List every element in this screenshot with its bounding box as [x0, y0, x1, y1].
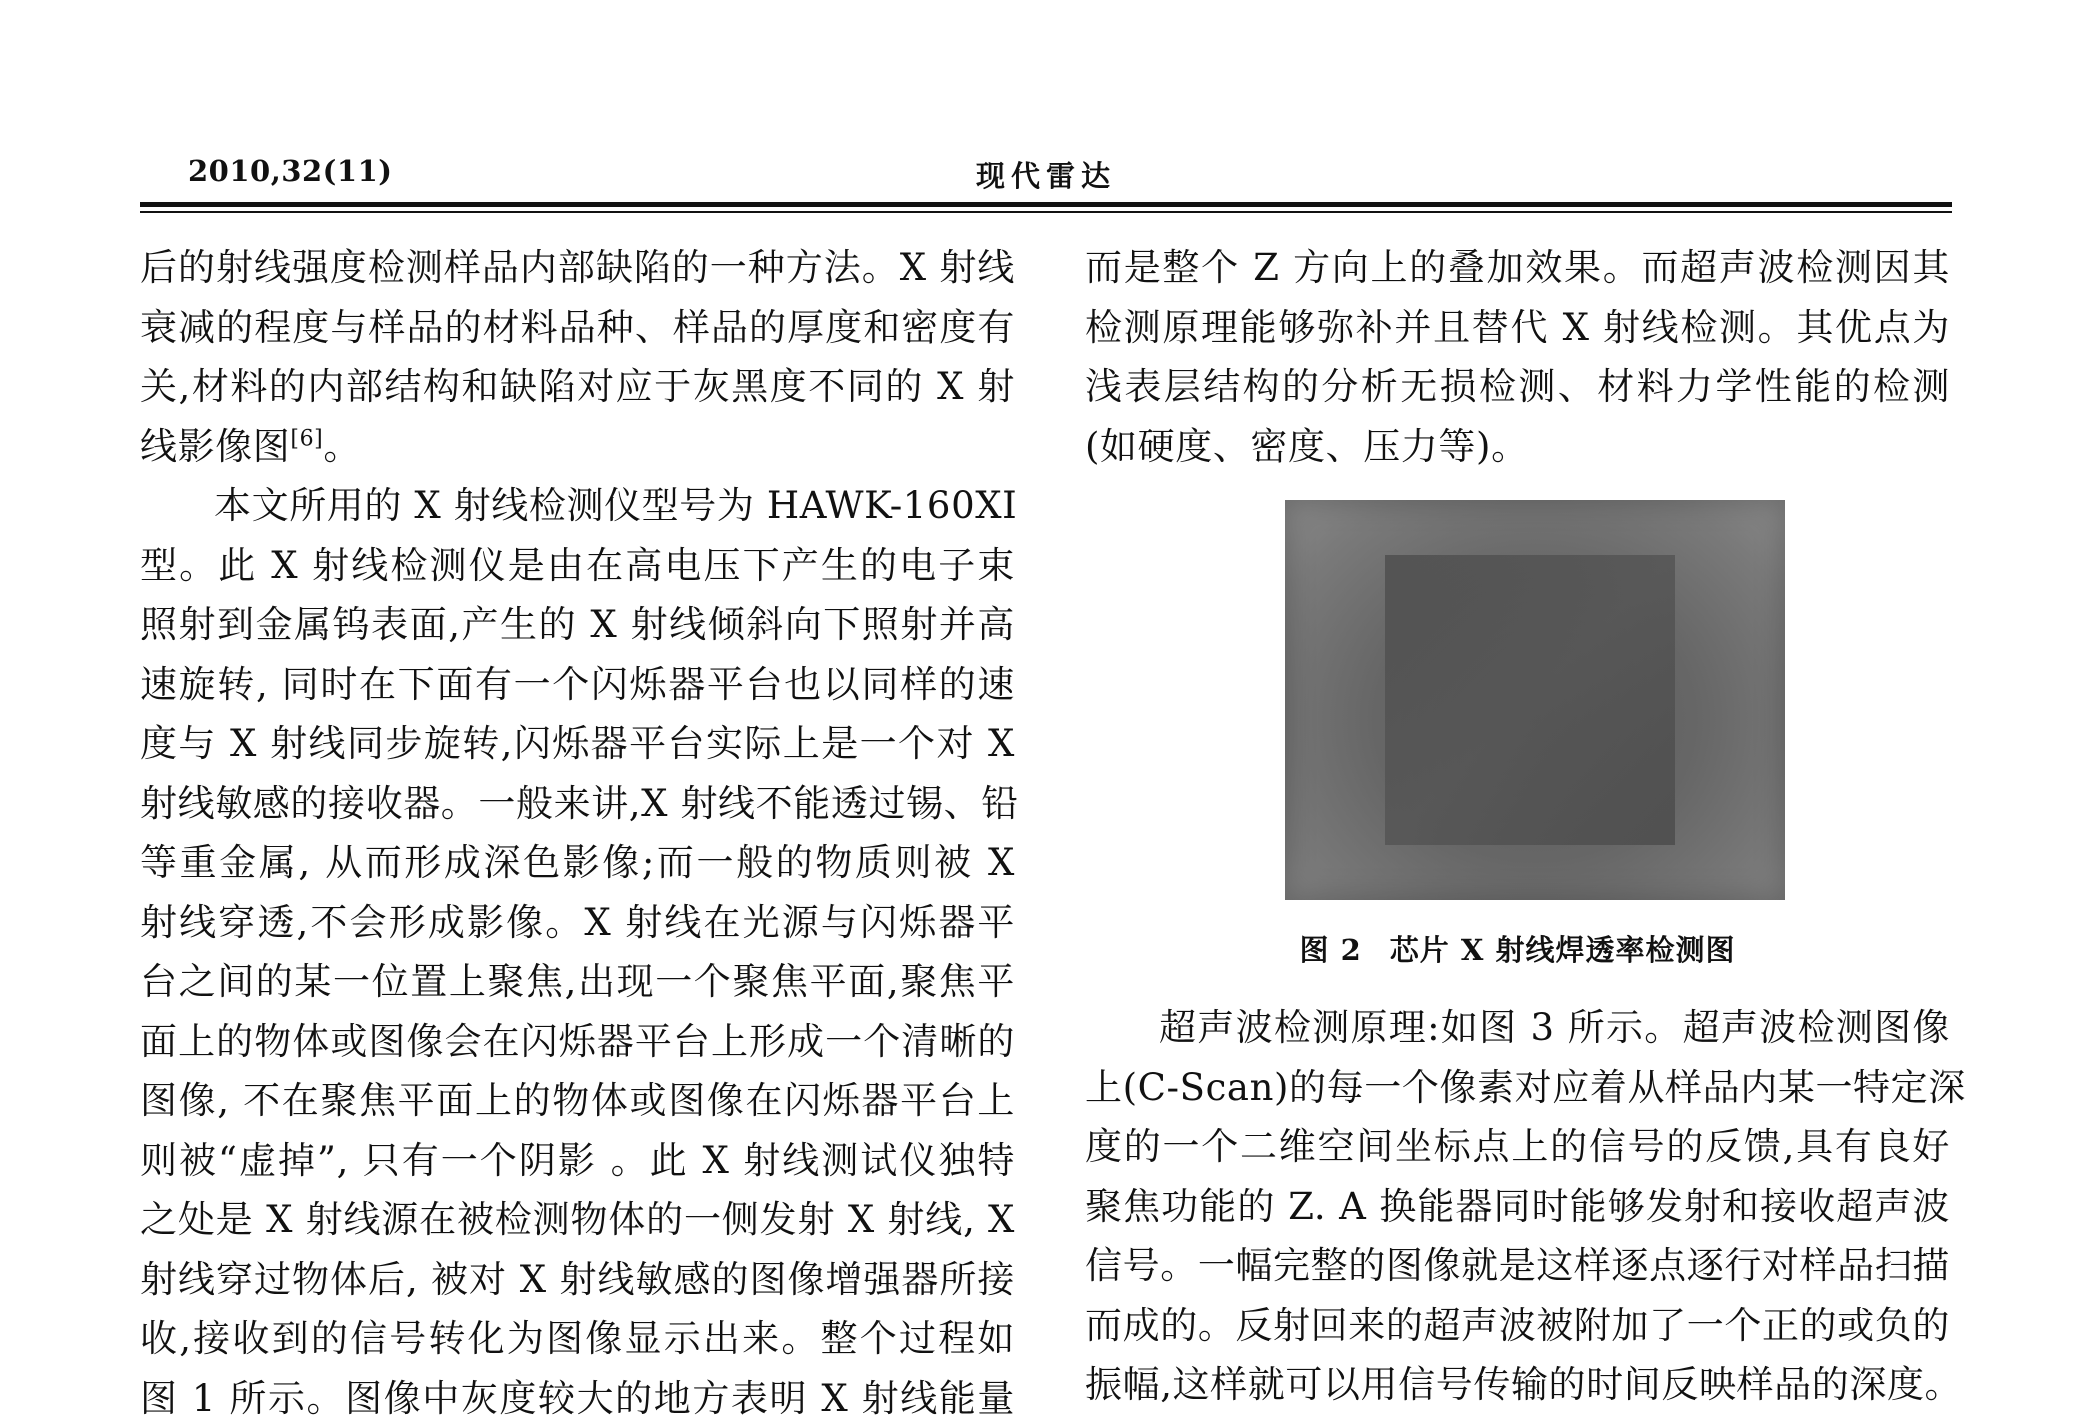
text-line: 浅表层结构的分析无损检测、材料力学性能的检测: [1085, 357, 1950, 417]
text-line: 台之间的某一位置上聚焦,出现一个聚焦平面,聚焦平: [140, 952, 1015, 1012]
citation-ref: [6]: [290, 426, 323, 451]
figure-caption-text: 芯片 X 射线焊透率检测图: [1390, 933, 1736, 967]
journal-title: 现代雷达: [140, 154, 1952, 195]
text-line: 等重金属, 从而形成深色影像;而一般的物质则被 X: [140, 833, 1015, 893]
text-line-with-citation: [140, 417, 1015, 477]
text-line: 线影像图: [140, 425, 290, 468]
text-line: 超声波检测原理:如图 3 所示。超声波检测图像: [1085, 998, 1950, 1058]
text-line-end: 。: [323, 425, 361, 468]
text-line: 而是整个 Z 方向上的叠加效果。而超声波检测因其: [1085, 238, 1950, 298]
chip-die-region: [1385, 555, 1675, 845]
text-line: 关,材料的内部结构和缺陷对应于灰黑度不同的 X 射: [140, 357, 1015, 417]
right-column-bottom: [1085, 998, 1950, 1415]
text-line: 后的射线强度检测样品内部缺陷的一种方法。X 射线: [140, 238, 1015, 298]
text-line: 速旋转, 同时在下面有一个闪烁器平台也以同样的速: [140, 655, 1015, 715]
left-column: [140, 238, 1015, 1428]
text-line: 检测原理能够弥补并且替代 X 射线检测。其优点为: [1085, 298, 1950, 358]
text-line: 照射到金属钨表面,产生的 X 射线倾斜向下照射并高: [140, 595, 1015, 655]
xray-weld-image: [1285, 500, 1785, 900]
text-line: 信号。一幅完整的图像就是这样逐点逐行对样品扫描: [1085, 1236, 1950, 1296]
text-line: 度与 X 射线同步旋转,闪烁器平台实际上是一个对 X: [140, 714, 1015, 774]
text-line: 型。此 X 射线检测仪是由在高电压下产生的电子束: [140, 536, 1015, 596]
text-line: 收,接收到的信号转化为图像显示出来。整个过程如: [140, 1309, 1015, 1369]
text-line: 射线穿过物体后, 被对 X 射线敏感的图像增强器所接: [140, 1250, 1015, 1310]
figure-caption: [1085, 928, 1950, 969]
text-line: 上(C-Scan)的每一个像素对应着从样品内某一特定深: [1085, 1058, 1950, 1118]
right-column-top: [1085, 238, 1950, 476]
text-line: 振幅,这样就可以用信号传输的时间反映样品的深度。: [1085, 1355, 1950, 1415]
text-line: 面上的物体或图像会在闪烁器平台上形成一个清晰的: [140, 1012, 1015, 1072]
text-line: 聚焦功能的 Z. A 换能器同时能够发射和接收超声波: [1085, 1177, 1950, 1237]
text-line: 射线穿透,不会形成影像。X 射线在光源与闪烁器平: [140, 893, 1015, 953]
header-rule-thick: [140, 202, 1952, 207]
text-line: 之处是 X 射线源在被检测物体的一侧发射 X 射线, X: [140, 1190, 1015, 1250]
text-line: 图像, 不在聚焦平面上的物体或图像在闪烁器平台上: [140, 1071, 1015, 1131]
running-header: [140, 150, 1952, 194]
figure-number: 图 2: [1300, 933, 1362, 967]
text-line: (如硬度、密度、压力等)。: [1085, 417, 1950, 477]
text-line: 本文所用的 X 射线检测仪型号为 HAWK-160XI: [140, 476, 1015, 536]
text-line: 射线敏感的接收器。一般来讲,X 射线不能透过锡、铅: [140, 774, 1015, 834]
text-line: 则被“虚掉”, 只有一个阴影 。此 X 射线测试仪独特: [140, 1131, 1015, 1191]
header-rule-thin: [140, 211, 1952, 213]
text-line: 衰减的程度与样品的材料品种、样品的厚度和密度有: [140, 298, 1015, 358]
text-line: 图 1 所示。图像中灰度较大的地方表明 X 射线能量: [140, 1369, 1015, 1428]
issue-number: 2010,32(11): [188, 154, 392, 188]
text-line: 度的一个二维空间坐标点上的信号的反馈,具有良好: [1085, 1117, 1950, 1177]
text-line: 而成的。反射回来的超声波被附加了一个正的或负的: [1085, 1296, 1950, 1356]
